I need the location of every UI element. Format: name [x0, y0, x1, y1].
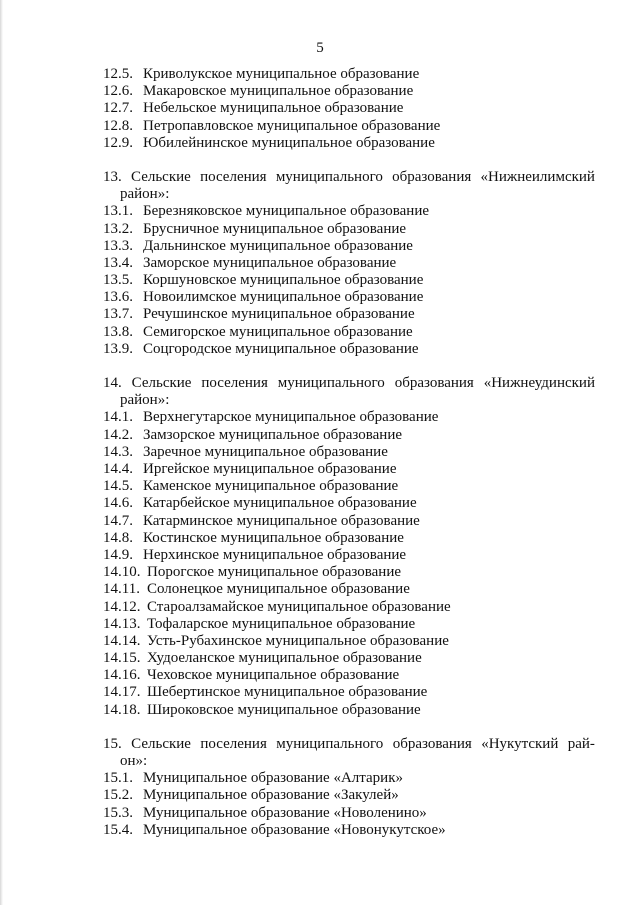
list-item: 14.8. Костинское муниципальное образование — [103, 529, 404, 546]
list-item: 12.8. Петропавловское муниципальное образование — [103, 117, 441, 134]
list-group-12 — [103, 66, 595, 152]
section-13 — [103, 169, 595, 358]
list-item: 13.1. Березняковское муниципальное образование — [103, 203, 430, 220]
list-item: 14.14. Усть-Рубахинское муниципальное образование — [103, 632, 449, 649]
list-item: 14.13. Тофаларское муниципальное образование — [103, 615, 416, 632]
list-item: 13.9. Соцгородское муниципальное образование — [103, 340, 419, 357]
list-item: 13.4. Заморское муниципальное образование — [103, 254, 397, 271]
section-heading: 15. Сельские поселения муниципального образования «Нукутский рай- — [103, 735, 595, 752]
list-item: 14.3. Заречное муниципальное образование — [103, 443, 388, 460]
document-body — [103, 66, 595, 839]
list-item: 13.7. Речушинское муниципальное образование — [103, 306, 415, 323]
list-item: 14.5. Каменское муниципальное образование — [103, 478, 399, 495]
list-item: 15.3. Муниципальное образование «Новоленино» — [103, 804, 427, 821]
section-heading-continuation: район»: — [120, 392, 170, 409]
list-item: 14.15. Худоеланское муниципальное образование — [103, 650, 422, 667]
list-item: 15.4. Муниципальное образование «Новонукутское» — [103, 821, 446, 838]
list-item: 13.3. Дальнинское муниципальное образование — [103, 237, 413, 254]
section-heading: 14. Сельские поселения муниципального образования «Нижнеудинский — [103, 375, 595, 392]
section-heading-continuation: район»: — [120, 186, 170, 203]
list-item: 13.8. Семигорское муниципальное образование — [103, 323, 413, 340]
list-item: 12.7. Небельское муниципальное образование — [103, 100, 404, 117]
list-item: 12.5. Криволукское муниципальное образование — [103, 66, 420, 82]
section-14 — [103, 375, 595, 719]
list-item: 13.6. Новоилимское муниципальное образование — [103, 289, 424, 306]
list-item: 14.17. Шебертинское муниципальное образование — [103, 684, 428, 701]
section-heading-continuation: он»: — [120, 753, 148, 770]
list-item: 14.2. Замзорское муниципальное образование — [103, 426, 403, 443]
list-item: 12.9. Юбилейнинское муниципальное образование — [103, 134, 435, 151]
list-item: 15.2. Муниципальное образование «Закулей» — [103, 787, 399, 804]
list-item: 14.12. Староалзамайское муниципальное образование — [103, 598, 451, 615]
list-item: 14.4. Иргейское муниципальное образование — [103, 461, 397, 477]
list-item: 14.6. Катарбейское муниципальное образование — [103, 495, 417, 512]
list-item: 14.11. Солонецкое муниципальное образование — [103, 581, 410, 598]
list-item: 14.10. Порогское муниципальное образование — [103, 564, 402, 581]
list-item: 13.5. Коршуновское муниципальное образование — [103, 272, 424, 289]
list-item: 14.7. Катарминское муниципальное образование — [103, 512, 420, 529]
scan-edge-shadow — [0, 0, 3, 905]
list-item: 14.16. Чеховское муниципальное образование — [103, 667, 400, 684]
section-heading: 13. Сельские поселения муниципального образования «Нижнеилимский — [103, 168, 595, 185]
list-item: 14.18. Широковское муниципальное образование — [103, 701, 421, 718]
section-15 — [103, 736, 595, 839]
list-item: 13.2. Брусничное муниципальное образование — [103, 220, 407, 237]
list-item: 15.1. Муниципальное образование «Алтарик» — [103, 770, 403, 787]
page-number: 5 — [316, 40, 324, 56]
list-item: 14.9. Нерхинское муниципальное образование — [103, 546, 407, 563]
list-item: 12.6. Макаровское муниципальное образование — [103, 83, 414, 100]
list-item: 14.1. Верхнегутарское муниципальное образование — [103, 409, 439, 426]
